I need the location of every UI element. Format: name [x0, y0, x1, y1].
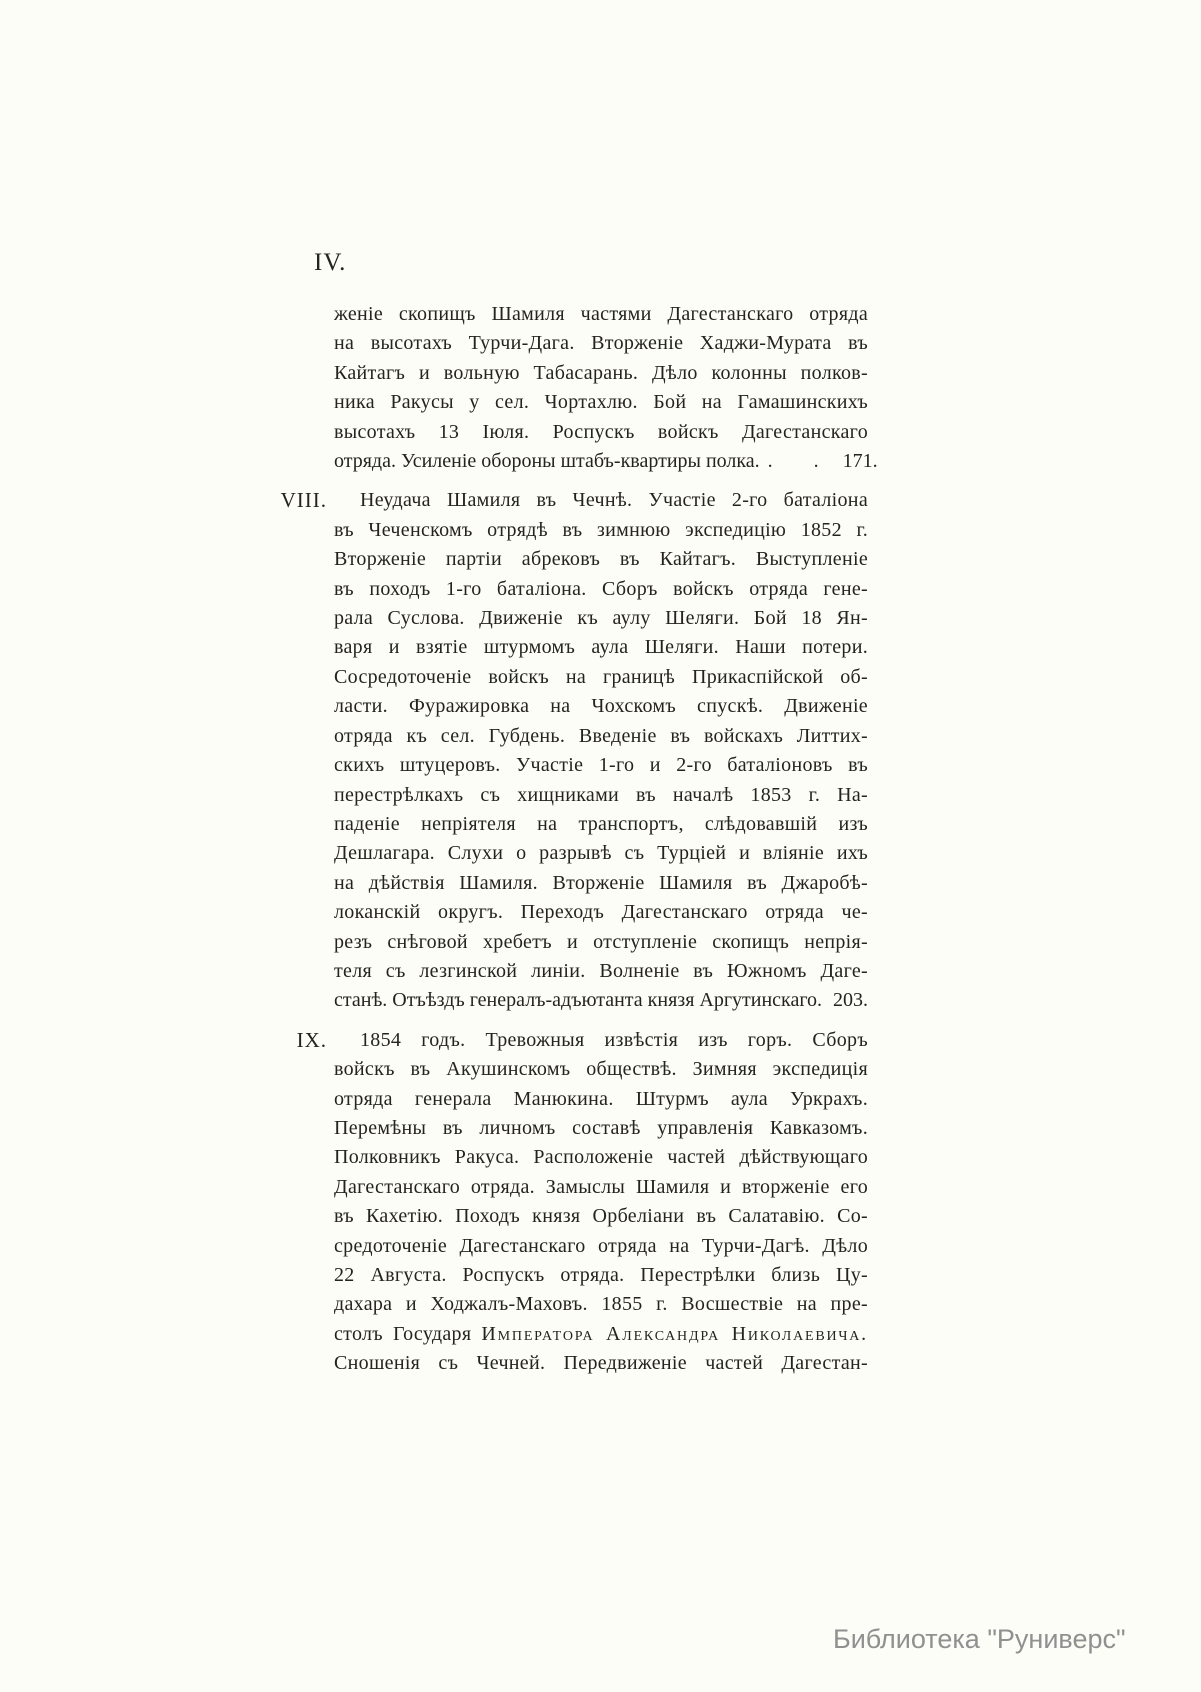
toc-line: Кайтагъ и вольную Табасарань. Дѣло колонны полков- [334, 361, 868, 384]
toc-line: на высотахъ Турчи-Дага. Вторженіе Хаджи-Мурата въ [334, 332, 868, 355]
toc-line: Дешлагара. Слухи о разрывѣ съ Турціей и вліяніе ихъ [334, 842, 868, 865]
dot-leader: . . [767, 450, 837, 473]
toc-line: войскъ въ Акушинскомъ обществѣ. Зимняя экспедиція [334, 1058, 868, 1081]
toc-line: Неудача Шамиля въ Чечнѣ. Участіе 2-го баталіона [360, 489, 868, 512]
toc-line: 22 Августа. Роспускъ отряда. Перестрѣлки близь Цу- [334, 1264, 868, 1286]
toc-line: локанскій округъ. Переходъ Дагестанскаго отряда че- [334, 901, 868, 924]
toc-line: Полковникъ Ракуса. Расположеніе частей дѣйствующаго [334, 1146, 868, 1169]
toc-line: теля съ лезгинской линіи. Волненіе въ Южномъ Даге- [334, 959, 868, 982]
toc-line-smallcaps [334, 1320, 868, 1349]
chapter-numeral: VIII. [280, 488, 327, 513]
toc-line: въ походъ 1-го баталіона. Сборъ войскъ отряда гене- [334, 577, 868, 600]
toc-line-text: столъ Государя [334, 1322, 472, 1345]
toc-line: паденіе непріятеля на транспортъ, слѣдовавшій изъ [334, 812, 868, 835]
chapter-numeral: IX. [296, 1027, 327, 1052]
page-number-roman: IV. [314, 249, 347, 276]
toc-line: отряда генерала Манюкина. Штурмъ аула Уркрахъ. [334, 1087, 868, 1110]
toc-line: Дагестанскаго отряда. Замыслы Шамиля и вторженіе его [334, 1175, 868, 1198]
toc-line: резъ снѣговой хребетъ и отступленіе скопищъ непрія- [334, 930, 868, 953]
toc-line: въ Чеченскомъ отрядѣ въ зимнюю экспедицію 1852 г. [334, 518, 868, 541]
library-watermark: Библиотека "Руниверс" [833, 1624, 1126, 1654]
toc-line: средоточеніе Дагестанскаго отряда на Турчи-Дагѣ. Дѣло [334, 1234, 868, 1257]
toc-line: Сосредоточеніе войскъ на границѣ Прикаспійской об- [334, 665, 868, 688]
toc-line: варя и взятіе штурмомъ аула Шеляги. Наши потери. [334, 636, 868, 659]
toc-line-with-pageref [334, 447, 878, 476]
toc-line: перестрѣлкахъ съ хищниками въ началѣ 1853 г. На- [334, 783, 868, 806]
imperial-name-smallcaps: Императора Александра Николаевича. [481, 1322, 868, 1345]
toc-entry-viii [280, 486, 868, 1015]
toc-entry-ix [296, 1026, 868, 1379]
toc-line-text: станѣ. Отъѣздъ генералъ-адъютанта князя Аргутинскаго. [334, 989, 823, 1012]
toc-line: 1854 годъ. Тревожныя извѣстія изъ горъ. Сборъ [360, 1028, 868, 1051]
toc-content [280, 300, 878, 1379]
toc-line: отряда къ сел. Губдень. Введеніе въ войскахъ Литтих- [334, 724, 868, 747]
toc-line: рала Суслова. Движеніе къ аулу Шеляги. Бой 18 Ян- [334, 607, 868, 630]
toc-line: Вторженіе партіи абрековъ въ Кайтагъ. Выступленіе [334, 548, 868, 571]
page-ref: 171. [842, 450, 878, 473]
toc-line: дахара и Ходжалъ-Маховъ. 1855 г. Восшествіе на пре- [334, 1293, 868, 1316]
toc-line: высотахъ 13 Іюля. Роспускъ войскъ Дагестанскаго [334, 420, 868, 443]
toc-line: на дѣйствія Шамиля. Вторженіе Шамиля въ Джаробѣ- [334, 871, 868, 894]
toc-line: въ Кахетію. Походъ князя Орбеліани въ Салатавію. Со- [334, 1205, 868, 1228]
toc-entry-continuation [334, 300, 878, 476]
toc-line: ласти. Фуражировка на Чохскомъ спускѣ. Движеніе [334, 695, 868, 718]
toc-line-with-pageref [334, 986, 868, 1015]
toc-line: ника Ракусы у сел. Чортахлю. Бой на Гамашинскихъ [334, 391, 868, 414]
toc-line-text: отряда. Усиленіе обороны штабъ-квартиры полка. [334, 450, 760, 473]
toc-line: женіе скопищъ Шамиля частями Дагестанскаго отряда [334, 303, 868, 325]
page-ref: 203. [833, 989, 868, 1012]
toc-line: Перемѣны въ личномъ составѣ управленія Кавказомъ. [334, 1116, 868, 1139]
toc-line: Сношенія съ Чечней. Передвиженіе частей Дагестан- [334, 1352, 868, 1375]
toc-line: скихъ штуцеровъ. Участіе 1-го и 2-го баталіоновъ въ [334, 754, 868, 777]
